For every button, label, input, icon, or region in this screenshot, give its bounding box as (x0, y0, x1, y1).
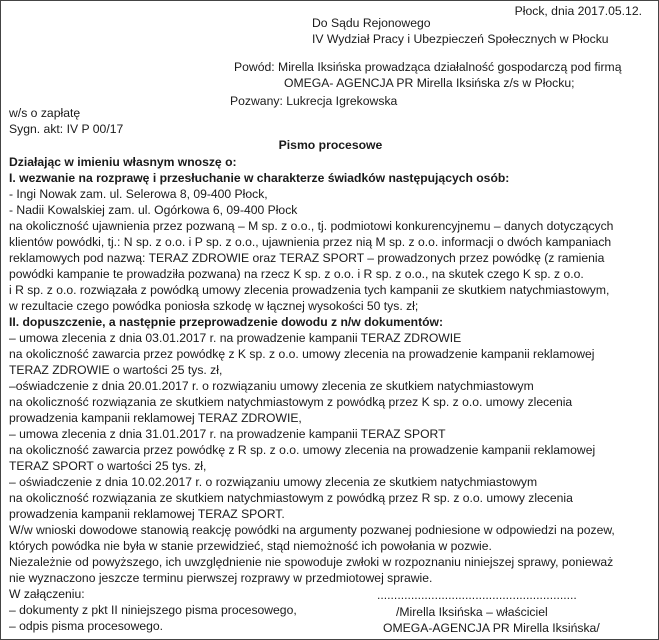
body-line: – oświadczenie z dnia 10.02.2017 r. o rozwiązaniu umowy zlecenia ze skutkiem natychmiastowym (9, 475, 538, 489)
body-line: na okoliczność zawarcia przez powódkę z K sp. z o.o. umowy zlecenia na prowadzenie kampanii reklamowej (9, 347, 595, 361)
defendant-line: Pozwany: Lukrecja Igrekowska (230, 94, 398, 108)
body-line: TERAZ SPORT o wartości 25 tys. zł, (9, 459, 207, 473)
document-body (9, 154, 655, 634)
body-line: I. wezwanie na rozprawę i przesłuchanie w charakterze świadków następujących osób: (9, 171, 510, 185)
body-line: W/w wnioski dowodowe stanowią reakcję powódki na argumenty pozwanej podniesione w odpowiedzi na pozew, (9, 523, 615, 537)
body-line: Działając w imieniu własnym wnoszę o: (9, 155, 237, 169)
plaintiff-company: OMEGA- AGENCJA PR Mirella Iksińska z/s w Płocku; (284, 76, 575, 90)
body-line: prowadzenia kampanii reklamowej TERAZ ZDROWIE, (9, 411, 302, 425)
case-reference: Sygn. akt: IV P 00/17 (9, 122, 124, 136)
body-line: i R sp. z o.o. rozwiązała z powódką umowy zlecenia prowadzenia tych kampanii ze skutkiem natychmiastowym, (9, 283, 610, 297)
body-line: nie wyznaczono jeszcze terminu pierwszej rozprawy w przedmiotowej sprawie. (9, 571, 433, 585)
body-line: - Nadii Kowalskiej zam. ul. Ogórkowa 6, 09-400 Płock (9, 203, 298, 217)
signature-company: OMEGA-AGENCJA PR Mirella Iksińska/ (383, 621, 600, 635)
place-date: Płock, dnia 2017.05.12. (514, 4, 642, 18)
body-line: powódki kampanie te prowadziła pozwana) na rzecz K sp. z o.o. i R sp. z o.o., na skutek czego K sp. z o.o. (9, 267, 584, 281)
case-subject: w/s o zapłatę (9, 106, 81, 120)
body-line: na okoliczność zawarcia przez powódkę z R sp. z o.o. umowy zlecenia na prowadzenie kampanii reklamowej (9, 443, 596, 457)
body-line: Niezależnie od powyższego, ich uwzględnienie nie spowoduje zwłoki w rozpoznaniu niniejszej sprawy, ponieważ (9, 555, 614, 569)
signature-line: ........................................................... (377, 588, 577, 602)
body-line: reklamowych pod nazwą: TERAZ ZDROWIE oraz TERAZ SPORT – prowadzonych przez powódkę (z ramienia (9, 251, 605, 265)
body-line: klientów powódki, tj.: N sp. z o.o. i P sp. z o.o., ujawnienia przez nią M sp. z o.o. informacji o dwóch kampaniach (9, 235, 612, 249)
body-line: prowadzenia kampanii reklamowej TERAZ SPORT. (9, 507, 285, 521)
signature-name: /Mirella Iksińska – właściciel (396, 605, 548, 619)
body-line: na okoliczność rozwiązania ze skutkiem natychmiastowym z powódką przez K sp. z o.o. umowy zlecenia (9, 395, 573, 409)
body-line: TERAZ ZDROWIE o wartości 25 tys. zł, (9, 363, 223, 377)
document-title: Pismo procesowe (278, 138, 383, 152)
body-line: II. dopuszczenie, a następnie przeprowadzenie dowodu z n/w dokumentów: (9, 315, 444, 329)
body-line: W załączeniu: (9, 587, 85, 601)
body-line: w rezultacie czego powódka poniosła szkodę w łącznej wysokości 50 tys. zł; (9, 299, 419, 313)
body-line: – umowa zlecenia z dnia 03.01.2017 r. na prowadzenie kampanii TERAZ ZDROWIE (9, 331, 462, 345)
plaintiff-line: Powód: Mirella Iksińska prowadząca działalność gospodarczą pod firmą (234, 60, 622, 74)
court-division: IV Wydział Pracy i Ubezpieczeń Społecznych w Płocku (312, 32, 609, 46)
body-line: na okoliczność rozwiązania ze skutkiem natychmiastowym z powódką przez R sp. z o.o. umowy zlecenia (9, 491, 573, 505)
body-line: na okoliczność ujawnienia przez pozwaną – M sp. z o.o., tj. podmiotowi konkurencyjnemu – danych dotyczących (9, 219, 614, 233)
body-line: –oświadczenie z dnia 20.01.2017 r. o rozwiązaniu umowy zlecenia ze skutkiem natychmiastowym (9, 379, 534, 393)
court-name: Do Sądu Rejonowego (312, 16, 431, 30)
body-line: - Ingi Nowak zam. ul. Selerowa 8, 09-400 Płock, (9, 187, 268, 201)
body-line: których powódka nie była w stanie przewidzieć, stąd niemożność ich powołania w pozwie. (9, 539, 492, 553)
body-line: – odpis pisma procesowego. (9, 619, 163, 633)
body-line: – umowa zlecenia z dnia 31.01.2017 r. na prowadzenie kampanii TERAZ SPORT (9, 427, 446, 441)
body-line: – dokumenty z pkt II niniejszego pisma procesowego, (9, 603, 297, 617)
